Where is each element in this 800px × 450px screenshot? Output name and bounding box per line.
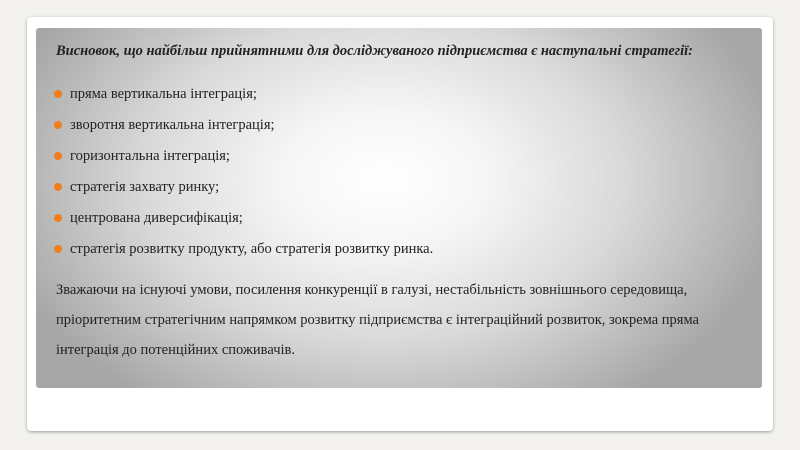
slide bbox=[27, 17, 773, 431]
slide-heading: Висновок, що найбільш прийнятними для досліджуваного підприємства є наступальні стратегії: bbox=[56, 43, 693, 59]
bullet-item bbox=[52, 116, 433, 147]
bullet-item bbox=[52, 147, 433, 178]
bullet-list bbox=[52, 85, 433, 271]
bullet-item bbox=[52, 240, 433, 271]
bullet-dot-icon bbox=[54, 152, 62, 160]
bullet-text: горизонтальна інтеграція; bbox=[70, 148, 230, 164]
bullet-dot-icon bbox=[54, 214, 62, 222]
content-panel bbox=[36, 28, 762, 388]
bullet-dot-icon bbox=[54, 245, 62, 253]
bullet-item bbox=[52, 209, 433, 240]
bullet-dot-icon bbox=[54, 183, 62, 191]
bullet-text: центрована диверсифікація; bbox=[70, 210, 243, 226]
bullet-dot-icon bbox=[54, 90, 62, 98]
bullet-item bbox=[52, 178, 433, 209]
bullet-dot-icon bbox=[54, 121, 62, 129]
bullet-text: зворотня вертикальна інтеграція; bbox=[70, 117, 275, 133]
bullet-item bbox=[52, 85, 433, 116]
bullet-text: стратегія захвату ринку; bbox=[70, 179, 220, 195]
bullet-text: стратегія розвитку продукту, або стратегія розвитку ринка. bbox=[70, 241, 434, 257]
bullet-text: пряма вертикальна інтеграція; bbox=[70, 86, 257, 102]
conclusion-paragraph: Зважаючи на існуючі умови, посилення конкуренції в галузі, нестабільність зовнішнього середовища, пріоритетним стратегічним напрямком розвитку підприємства є інтеграційний розвиток, зокрема пряма інтеграція до потенційних споживачів. bbox=[56, 282, 699, 358]
